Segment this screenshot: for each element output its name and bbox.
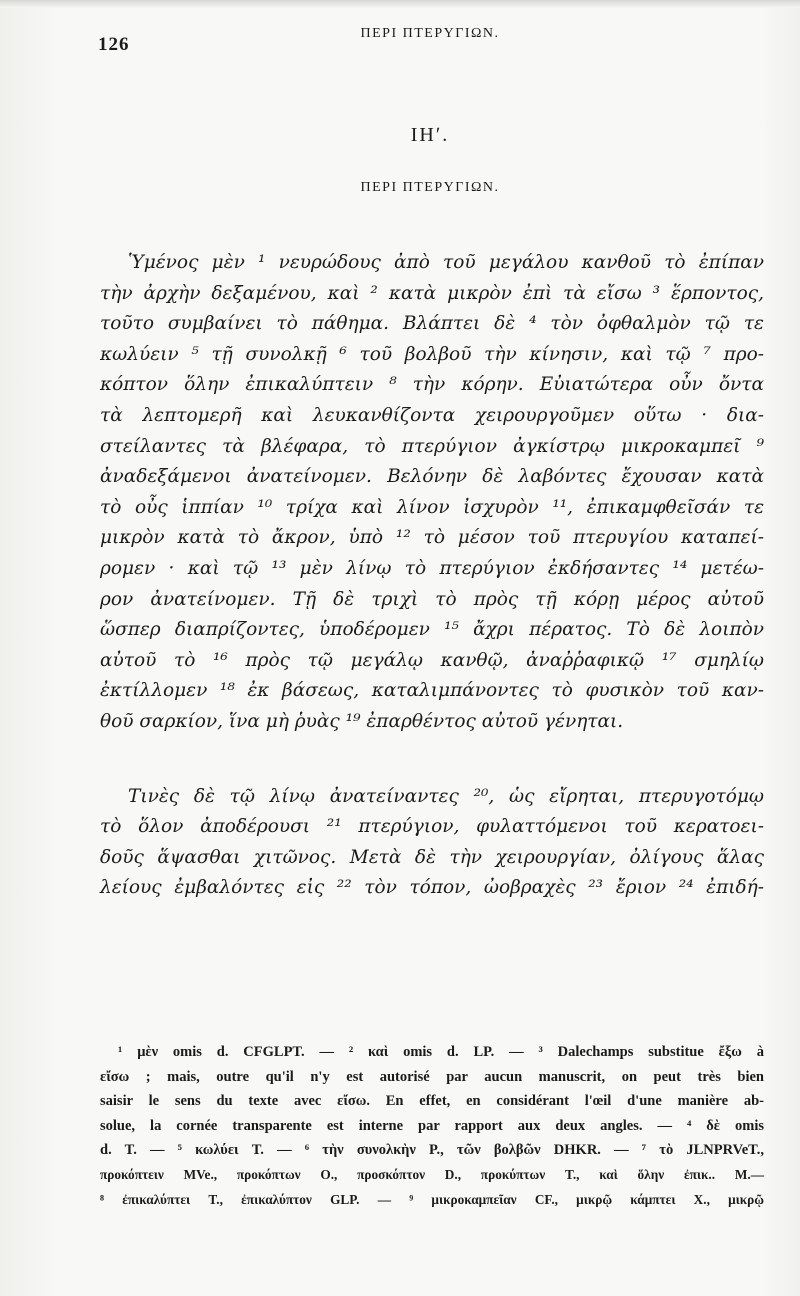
chapter-title: ΠΕΡΙ ΠΤΕΡΥΓΙΩΝ. bbox=[360, 180, 500, 195]
footnote-line: ⁸ ἐπικαλύπτει T., ἐπικαλύπτον GLP. — ⁹ μικροκαμπεῖαν CF., μικρῷ κάμπτει X., μικρῷ bbox=[100, 1191, 764, 1207]
footnote-line: ¹ μὲν omis d. CFGLPT. — ² καὶ omis d. LP. — ³ Dalechamps substitue ἔξω à bbox=[118, 1044, 764, 1060]
text-line: ρομεν · καὶ τῷ ¹³ μὲν λίνῳ τὸ πτερύγιον ἐκδήσαντες ¹⁴ μετέω- bbox=[100, 557, 764, 579]
text-line: λείους ἐμβαλόντες εἰς ²² τὸν τόπον, ὠοβραχὲς ²³ ἔριον ²⁴ ἐπιδή- bbox=[100, 877, 764, 899]
footnote-line: saisir le sens du texte avec εἴσω. En effet, en considérant l'œil d'une manière ab- bbox=[100, 1093, 764, 1110]
text-line: μικρὸν κατὰ τὸ ἄκρον, ὑπὸ ¹² τὸ μέσον τοῦ πτερυγίου καταπεί- bbox=[100, 527, 764, 549]
footnotes bbox=[100, 1040, 764, 1212]
body-text bbox=[100, 248, 764, 904]
text-line: τὸ ὅλον ἀποδέρουσι ²¹ πτερύγιον, φυλαττόμενοι τοῦ κερατοει- bbox=[100, 816, 764, 838]
page-number: 126 bbox=[98, 34, 130, 55]
text-line: ἐκτίλλομεν ¹⁸ ἐκ βάσεως, καταλιμπάνοντες τὸ φυσικὸν τοῦ καν- bbox=[100, 680, 764, 702]
text-line: τὰ λεπτομερῆ καὶ λευκανθίζοντα χειρουργοῦμεν οὕτω · δια- bbox=[100, 404, 764, 426]
footnote-line: d. T. — ⁵ κωλύει T. — ⁶ τὴν συνολκὴν P., τῶν βολβῶν DHKR. — ⁷ τὸ JLNPRVeT., bbox=[100, 1142, 764, 1159]
text-line: στείλαντες τὰ βλέφαρα, τὸ πτερύγιον ἀγκίστρῳ μικροκαμπεῖ ⁹ bbox=[100, 435, 764, 457]
text-line: τὴν ἀρχὴν δεξαμένου, καὶ ² κατὰ μικρὸν ἐπὶ τὰ εἴσω ³ ἕρποντος, bbox=[100, 282, 764, 304]
text-line: τοῦτο συμβαίνει τὸ πάθημα. Βλάπτει δὲ ⁴ τὸν ὀφθαλμὸν τῷ τε bbox=[100, 313, 764, 335]
text-line: ὥσπερ διαπρίζοντες, ὑποδέρομεν ¹⁵ ἄχρι πέρατος. Τὸ δὲ λοιπὸν bbox=[100, 619, 764, 641]
text-line: δοῦς ἅψασθαι χιτῶνος. Μετὰ δὲ τὴν χειρουργίαν, ὀλίγους ἅλας bbox=[100, 846, 764, 868]
text-line: κόπτον ὅλην ἐπικαλύπτειν ⁸ τὴν κόρην. Εὐιατώτερα οὖν ὄντα bbox=[100, 374, 764, 396]
text-line: τὸ οὖς ἱππίαν ¹⁰ τρίχα καὶ λίνον ἰσχυρὸν ¹¹, ἐπικαμφθεῖσάν τε bbox=[100, 496, 764, 518]
text-line: ρον ἀνατείνομεν. Τῇ δὲ τριχὶ τὸ πρὸς τῇ κόρῃ μέρος αὐτοῦ bbox=[100, 588, 764, 610]
chapter-number: ΙΗʹ. bbox=[410, 124, 450, 146]
text-line: θοῦ σαρκίον, ἵνα μὴ ῥυὰς ¹⁹ ἐπαρθέντος αὐτοῦ γένηται. bbox=[100, 710, 624, 732]
running-head: ΠΕΡΙ ΠΤΕΡΥΓΙΩΝ. bbox=[360, 26, 500, 41]
text-line: κωλύειν ⁵ τῇ συνολκῇ ⁶ τοῦ βολβοῦ τὴν κίνησιν, καὶ τῷ ⁷ προ- bbox=[100, 343, 764, 365]
footnote-line: εἴσω ; mais, outre qu'il n'y est autorisé par aucun manuscrit, on peut très bien bbox=[100, 1068, 764, 1085]
footnote-line: προκόπτειν MVe., προκόπτων O., προσκόπτον D., προκύπτων T., καὶ ὅλην ἐπικ.. M.— bbox=[100, 1166, 764, 1182]
text-line: ἀναδεξάμενοι ἀνατείνομεν. Βελόνην δὲ λαβόντες ἔχουσαν κατὰ bbox=[100, 466, 764, 488]
text-line: αὐτοῦ τὸ ¹⁶ πρὸς τῷ μεγάλῳ κανθῷ, ἀναῤῥαφικῷ ¹⁷ σμηλίῳ bbox=[100, 649, 764, 671]
text-line: Ὑμένος μὲν ¹ νευρώδους ἀπὸ τοῦ μεγάλου κανθοῦ τὸ ἐπίπαν bbox=[128, 252, 764, 273]
page-top-edge bbox=[0, 0, 800, 8]
footnote-line: solue, la cornée transparente est interne par rapport aux deux angles. — ⁴ δὲ omis bbox=[100, 1117, 764, 1134]
text-line: Τινὲς δὲ τῷ λίνῳ ἀνατείναντες ²⁰, ὡς εἴρηται, πτερυγοτόμῳ bbox=[128, 785, 764, 807]
